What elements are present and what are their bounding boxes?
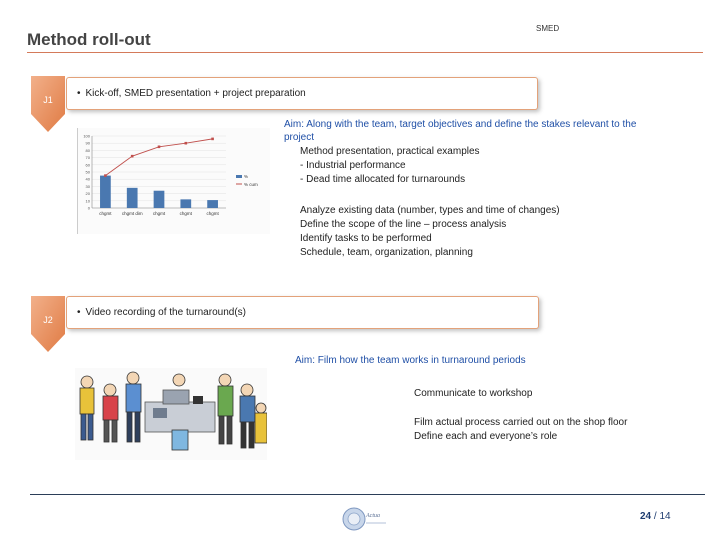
legend-swatch-bar bbox=[236, 175, 242, 178]
banner-text: Kick-off, SMED presentation + project preparation bbox=[85, 88, 306, 99]
pareto-chart-svg bbox=[78, 128, 270, 234]
step-marker-j1 bbox=[31, 76, 65, 137]
list-item: Film actual process carried out on the shop floor bbox=[414, 417, 628, 428]
bullet-icon: • bbox=[77, 88, 81, 99]
list-b-j1 bbox=[300, 204, 560, 260]
team-cartoon-svg bbox=[75, 368, 267, 460]
logo-icon bbox=[340, 503, 390, 535]
banner-text: Video recording of the turnaround(s) bbox=[85, 307, 246, 318]
x-tick-label: chgmt dim bbox=[121, 211, 143, 216]
list-a-j2 bbox=[414, 387, 532, 401]
y-tick-label: 40 bbox=[85, 176, 90, 182]
y-tick-label: 0 bbox=[87, 205, 90, 211]
company-logo bbox=[340, 503, 390, 535]
x-tick-label: chgmt bbox=[179, 211, 192, 216]
list-a-j1 bbox=[300, 145, 480, 187]
list-item: - Industrial performance bbox=[300, 160, 406, 171]
aim-line: project bbox=[284, 132, 315, 143]
list-item: Identify tasks to be performed bbox=[300, 233, 432, 244]
legend-label: % cum bbox=[244, 182, 258, 187]
list-item: Analyze existing data (number, types and time of changes) bbox=[300, 205, 560, 216]
aim-j2 bbox=[295, 354, 526, 367]
aim-j1 bbox=[284, 118, 636, 144]
line-point bbox=[211, 138, 214, 141]
x-tick-label: chgmt bbox=[99, 211, 112, 216]
step-banner-j2 bbox=[66, 296, 539, 329]
y-tick-label: 30 bbox=[85, 183, 90, 189]
bar bbox=[154, 191, 165, 208]
bar bbox=[127, 188, 138, 208]
y-tick-label: 80 bbox=[85, 147, 90, 153]
bar bbox=[180, 199, 191, 208]
smed-tag: SMED bbox=[536, 24, 560, 33]
y-tick-label: 60 bbox=[85, 162, 90, 168]
pareto-chart bbox=[77, 128, 270, 234]
cumulative-line bbox=[105, 139, 212, 176]
step-label: J2 bbox=[43, 315, 53, 325]
y-tick-label: 70 bbox=[85, 155, 90, 161]
page-current: 24 bbox=[640, 511, 652, 522]
y-tick-label: 20 bbox=[85, 191, 90, 197]
list-item: - Dead time allocated for turnarounds bbox=[300, 174, 466, 185]
y-tick-label: 90 bbox=[85, 140, 90, 146]
line-point bbox=[131, 155, 134, 158]
bar bbox=[207, 200, 218, 208]
team-cartoon-illustration bbox=[75, 368, 267, 460]
footer-divider bbox=[30, 494, 705, 495]
x-tick-label: chgmt bbox=[152, 211, 166, 216]
line-point bbox=[185, 142, 188, 145]
line-point bbox=[104, 174, 107, 177]
list-item: Communicate to workshop bbox=[414, 388, 533, 399]
page-title: Method roll-out bbox=[27, 30, 151, 49]
list-b-j2 bbox=[414, 416, 627, 444]
bar bbox=[100, 176, 111, 208]
title-divider bbox=[27, 52, 703, 53]
step-banner-j1 bbox=[66, 77, 538, 110]
list-item: Define the scope of the line – process analysis bbox=[300, 219, 507, 230]
legend-label: % bbox=[244, 174, 249, 179]
list-item: Define each and everyone’s role bbox=[414, 431, 558, 442]
x-tick-label: chgmt bbox=[206, 211, 219, 216]
page-number bbox=[640, 511, 671, 522]
y-tick-label: 50 bbox=[85, 169, 90, 175]
page-total: 14 bbox=[659, 511, 671, 522]
y-tick-label: 10 bbox=[85, 198, 90, 204]
list-item: Method presentation, practical examples bbox=[300, 146, 480, 157]
page-separator: / bbox=[651, 511, 660, 522]
list-item: Schedule, team, organization, planning bbox=[300, 247, 473, 258]
step-marker-j2 bbox=[31, 296, 65, 357]
aim-line: Aim: Along with the team, target objectives and define the stakes relevant to the bbox=[284, 119, 637, 130]
logo-text: Actua bbox=[366, 513, 380, 519]
step-label: J1 bbox=[43, 95, 53, 105]
y-tick-label: 100 bbox=[83, 133, 90, 139]
line-point bbox=[158, 146, 161, 149]
aim-line: Aim: Film how the team works in turnaround periods bbox=[295, 355, 526, 366]
bullet-icon: • bbox=[77, 307, 81, 318]
